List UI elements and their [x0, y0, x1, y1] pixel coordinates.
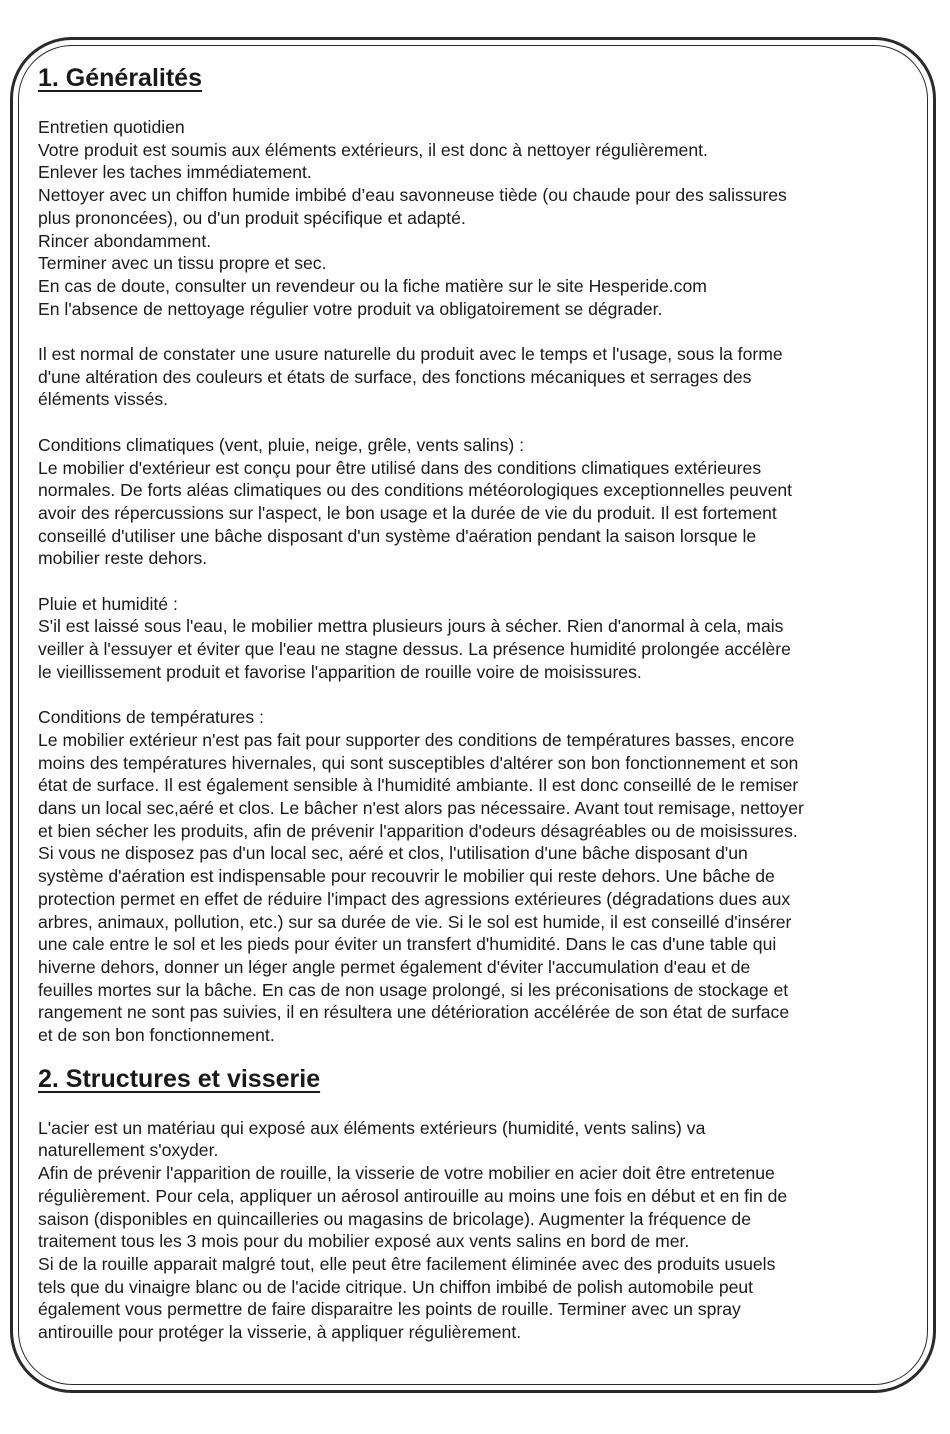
text-line: antirouille pour protéger la visserie, à appliquer régulièrement. [38, 1322, 522, 1343]
text-line: saison (disponibles en quincailleries ou magasins de bricolage). Augmenter la fréquence de [38, 1208, 751, 1229]
text-line: Afin de prévenir l'apparition de rouille, la visserie de votre mobilier en acier doit être entretenue [38, 1163, 775, 1184]
text-line: Il est normal de constater une usure naturelle du produit avec le temps et l'usage, sous la forme [38, 344, 783, 365]
rain-heading: Pluie et humidité : [38, 593, 178, 614]
text-line: également vous permettre de faire disparaitre les points de rouille. Terminer avec un spray [38, 1299, 741, 1320]
text-line: En cas de doute, consulter un revendeur ou la fiche matière sur le site Hesperide.com [38, 275, 707, 296]
paragraph-gap [38, 684, 918, 707]
text-line: conseillé d'utiliser une bâche disposant d'un système d'aération pendant la saison lorsque le [38, 525, 757, 546]
text-line: Le mobilier d'extérieur est conçu pour être utilisé dans des conditions climatiques extérieures [38, 457, 762, 478]
text-line: et bien sécher les produits, afin de prévenir l'apparition d'odeurs désagréables ou de moisissures. [38, 820, 798, 841]
temperature-block [38, 706, 918, 1047]
wear-block [38, 343, 918, 411]
text-line: plus prononcées), ou d'un produit spécifique et adapté. [38, 207, 466, 228]
text-line: d'une altération des couleurs et états de surface, des fonctions mécaniques et serrages des [38, 366, 752, 387]
text-line: éléments vissés. [38, 389, 169, 410]
text-line: normales. De forts aléas climatiques ou des conditions météorologiques exceptionnelles peuvent [38, 480, 793, 501]
climate-heading: Conditions climatiques (vent, pluie, neige, grêle, vents salins) : [38, 434, 525, 455]
text-line: feuilles mortes sur la bâche. En cas de non usage prolongé, si les préconisations de stockage et [38, 979, 789, 1000]
text-line: et de son bon fonctionnement. [38, 1025, 275, 1046]
structures-block [38, 1117, 918, 1344]
text-line: Votre produit est soumis aux éléments extérieurs, il est donc à nettoyer régulièrement. [38, 139, 708, 160]
text-line: Rincer abondamment. [38, 230, 212, 251]
text-line: S'il est laissé sous l'eau, le mobilier mettra plusieurs jours à sécher. Rien d'anormal à cela, mais [38, 616, 784, 637]
text-line: naturellement s'oxyder. [38, 1140, 219, 1161]
text-line: dans un local sec,aéré et clos. Le bâcher n'est alors pas nécessaire. Avant tout remisage, nettoyer [38, 798, 804, 819]
rain-block [38, 593, 918, 684]
text-line: une cale entre le sol et les pieds pour éviter un transfert d'humidité. Dans le cas d'une table qui [38, 934, 777, 955]
text-line: avoir des répercussions sur l'aspect, le bon usage et la durée de vie du produit. Il est fortement [38, 502, 777, 523]
text-line: moins des températures hivernales, qui sont susceptibles d'altérer son bon fonctionnement et son [38, 752, 799, 773]
text-line: Enlever les taches immédiatement. [38, 162, 312, 183]
text-line: Si de la rouille apparait malgré tout, elle peut être facilement éliminée avec des produits usuels [38, 1253, 776, 1274]
text-line: Terminer avec un tissu propre et sec. [38, 253, 327, 274]
document-body [38, 62, 918, 1344]
paragraph-gap [38, 411, 918, 434]
text-line: veiller à l'essuyer et éviter que l'eau ne stagne dessus. La présence humidité prolongée accélère [38, 639, 791, 660]
text-line: Le mobilier extérieur n'est pas fait pour supporter des conditions de températures basses, encore [38, 729, 795, 750]
paragraph-gap [38, 570, 918, 593]
climate-block [38, 434, 918, 570]
text-line: tels que du vinaigre blanc ou de l'acide citrique. Un chiffon imbibé de polish automobile peut [38, 1276, 754, 1297]
text-line: état de surface. Il est également sensible à l'humidité ambiante. Il est donc conseillé de le remiser [38, 775, 799, 796]
text-line: L'acier est un matériau qui exposé aux éléments extérieurs (humidité, vents salins) va [38, 1117, 706, 1138]
section-2-title: 2. Structures et visserie [38, 1064, 321, 1093]
text-line: arbres, animaux, pollution, etc.) sur sa durée de vie. Si le sol est humide, il est conseillé d'insérer [38, 911, 792, 932]
text-line: Nettoyer avec un chiffon humide imbibé d’eau savonneuse tiède (ou chaude pour des salissures [38, 185, 787, 206]
text-line: mobilier reste dehors. [38, 548, 208, 569]
text-line: En l'absence de nettoyage régulier votre produit va obligatoirement se dégrader. [38, 298, 663, 319]
text-line: traitement tous les 3 mois pour du mobilier exposé aux vents salins en bord de mer. [38, 1231, 690, 1252]
text-line: Si vous ne disposez pas d'un local sec, aéré et clos, l'utilisation d'une bâche disposant d'un [38, 843, 748, 864]
text-line: système d'aération est indispensable pour recouvrir le mobilier qui reste dehors. Une bâche de [38, 866, 775, 887]
paragraph-gap [38, 320, 918, 343]
section-1-title: 1. Généralités [38, 64, 202, 92]
daily-maintenance-block [38, 116, 918, 320]
text-line: régulièrement. Pour cela, appliquer un aérosol antirouille au moins une fois en début et en fin de [38, 1185, 788, 1206]
text-line: le vieillissement produit et favorise l'apparition de rouille voire de moisissures. [38, 661, 642, 682]
text-line: Entretien quotidien [38, 117, 185, 137]
text-line: protection permet en effet de réduire l'impact des agressions extérieures (dégradations dues aux [38, 888, 791, 909]
text-line: rangement ne sont pas suivies, il en résultera une détérioration accélérée de son état de surface [38, 1002, 790, 1023]
text-line: hiverne dehors, donner un léger angle permet également d'éviter l'accumulation d'eau et de [38, 956, 751, 977]
temperature-heading: Conditions de températures : [38, 707, 264, 728]
